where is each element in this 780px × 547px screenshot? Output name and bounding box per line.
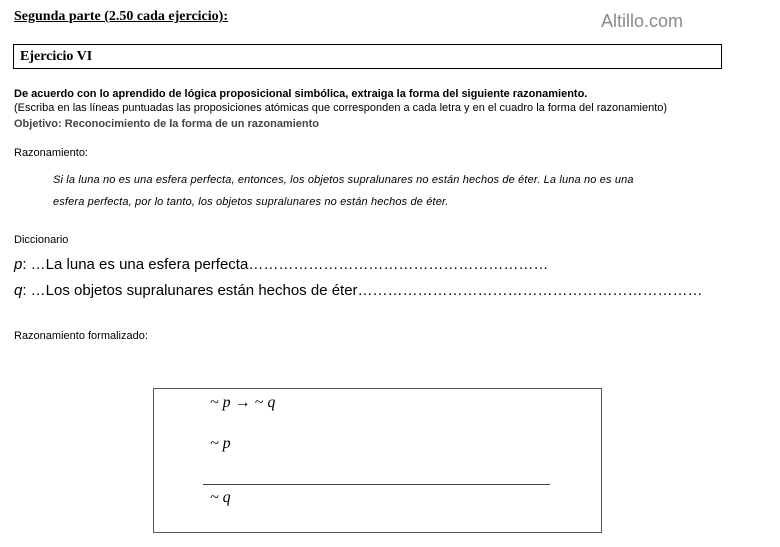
variable-p: p bbox=[14, 256, 23, 273]
reasoning-label: Razonamiento: bbox=[14, 147, 88, 159]
dictionary-entry-q-text: : …Los objetos supralunares están hechos de éter…………………………………………………………… bbox=[22, 282, 703, 299]
premise-1: ~ p → ~ q bbox=[210, 394, 276, 411]
dictionary-entry-q bbox=[14, 282, 703, 299]
conclusion-divider bbox=[203, 484, 550, 485]
conclusion: ~ q bbox=[210, 489, 231, 506]
section-heading: Segunda parte (2.50 cada ejercicio): bbox=[14, 9, 228, 24]
exercise-title: Ejercicio VI bbox=[20, 49, 93, 64]
variable-q: q bbox=[14, 282, 23, 299]
dictionary-label: Diccionario bbox=[14, 234, 69, 246]
instruction-text: De acuerdo con lo aprendido de lógica proposicional simbólica, extraiga la forma del siguiente razonamiento. bbox=[14, 88, 588, 100]
reasoning-text-line-1: Si la luna no es una esfera perfecta, entonces, los objetos supralunares no están hechos de éter. La luna no es una bbox=[53, 174, 634, 186]
reasoning-text-line-2: esfera perfecta, por lo tanto, los objetos supralunares no están hechos de éter. bbox=[53, 196, 449, 208]
premise-2: ~ p bbox=[210, 435, 231, 452]
formalized-label: Razonamiento formalizado: bbox=[14, 330, 148, 342]
dictionary-entry-p-text: : …La luna es una esfera perfecta…………………………………………………… bbox=[22, 256, 549, 273]
instruction-note: (Escriba en las líneas puntuadas las proposiciones atómicas que corresponden a cada letra y en el cuadro la forma del razonamiento) bbox=[14, 102, 668, 114]
dictionary-entry-p bbox=[14, 256, 548, 273]
exercise-title-box bbox=[13, 44, 722, 69]
watermark: Altillo.com bbox=[601, 11, 684, 31]
objective-text: Objetivo: Reconocimiento de la forma de un razonamiento bbox=[14, 118, 319, 130]
